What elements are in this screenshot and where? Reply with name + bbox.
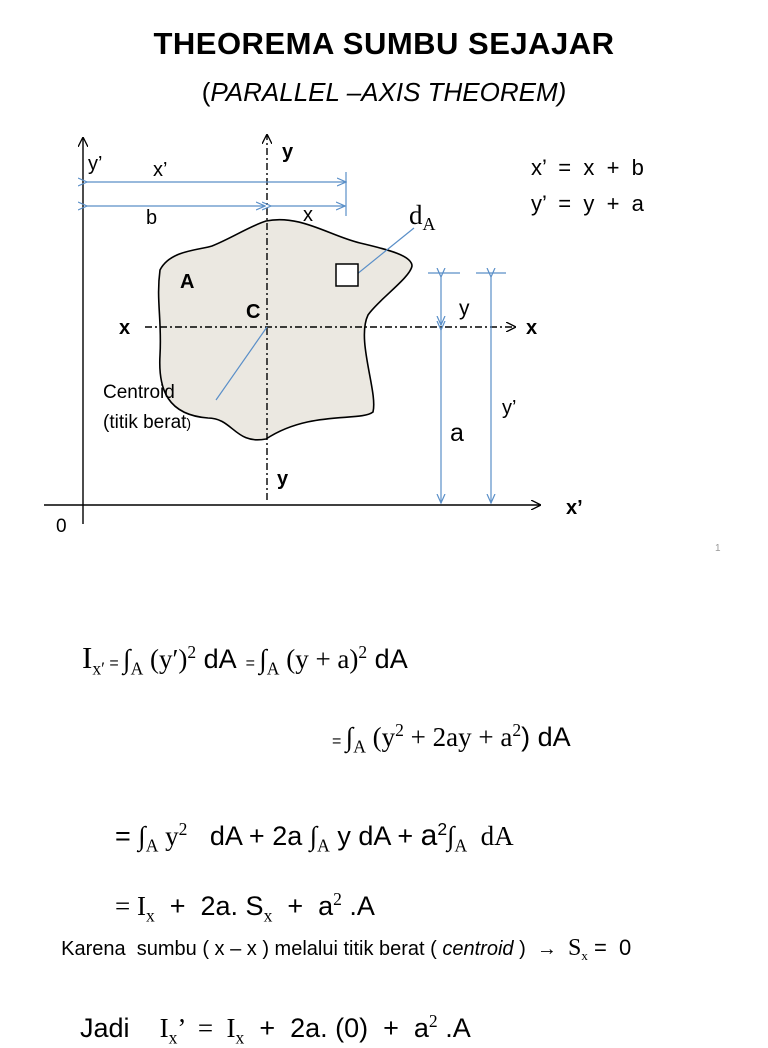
note-sx: S bbox=[567, 935, 582, 961]
a-end: .A bbox=[341, 891, 375, 921]
note-after: ) → bbox=[513, 938, 568, 960]
conclusion-end: .A bbox=[437, 1013, 471, 1043]
note-italic: centroid bbox=[442, 938, 514, 960]
term-da-3: dA bbox=[467, 821, 514, 851]
centroid-caption-line1: Centroid bbox=[103, 382, 175, 403]
subtitle-text: PARALLEL –AXIS THEOREM) bbox=[210, 77, 567, 107]
dim-b-label: b bbox=[146, 207, 158, 229]
conclusion-a-sup: 2 bbox=[428, 1011, 438, 1031]
term-y-da: y dA + bbox=[329, 821, 421, 851]
a-squared-sup: 2 bbox=[437, 819, 448, 839]
conclusion-i: I bbox=[159, 1013, 169, 1043]
a-term: + a bbox=[272, 891, 334, 921]
element-da-sub: A bbox=[422, 214, 436, 234]
term-y-prime-sup: 2 bbox=[187, 642, 197, 662]
area-label: A bbox=[180, 271, 195, 293]
dim-y-label: y bbox=[459, 297, 470, 320]
jadi-label: Jadi bbox=[80, 1013, 130, 1043]
sx-term: + 2a. S bbox=[154, 891, 264, 921]
integral-sub: A bbox=[130, 658, 144, 679]
sx-sub: x bbox=[263, 905, 273, 926]
y-axis-bottom-label: y bbox=[277, 468, 289, 490]
expand-sup1: 2 bbox=[395, 720, 404, 740]
term-da-2: dA bbox=[367, 644, 408, 674]
conclusion-prime: ’ = I bbox=[177, 1013, 236, 1043]
centroid-caption-line2 bbox=[103, 412, 191, 433]
term-y: y bbox=[158, 821, 179, 851]
integral-sub: A bbox=[145, 835, 159, 856]
element-da-label bbox=[409, 200, 436, 234]
dim-x-label: x bbox=[303, 204, 313, 226]
note-sx-sub: x bbox=[581, 948, 588, 963]
expand-open: (y bbox=[365, 722, 396, 752]
centroid-caption-close: ) bbox=[186, 415, 192, 431]
term-y-prime: (y′) bbox=[143, 644, 188, 674]
term-y-plus-a: (y + a) bbox=[279, 644, 359, 674]
ix-prime-sub: x′ bbox=[92, 658, 105, 679]
integral-sub-2: A bbox=[266, 658, 280, 679]
integral-sign-2: ∫ bbox=[309, 821, 318, 851]
ix-prime-symbol: I bbox=[82, 640, 93, 675]
y-axis-top-label: y bbox=[282, 141, 294, 163]
integral-sign: ∫ bbox=[138, 821, 146, 851]
ix-sub: x bbox=[145, 905, 155, 926]
y-prime-axis-label: y’ bbox=[88, 153, 103, 175]
element-da-d: d bbox=[409, 200, 423, 230]
derivation-line-1 bbox=[82, 640, 408, 679]
term-y-sup: 2 bbox=[178, 819, 188, 839]
derivation-line-3 bbox=[100, 788, 514, 856]
x-axis-right-label: x bbox=[526, 317, 538, 339]
term-y-plus-a-sup: 2 bbox=[358, 642, 368, 662]
element-da-square bbox=[336, 264, 358, 286]
origin-label: 0 bbox=[56, 516, 67, 537]
expand-mid: + 2ay + a bbox=[403, 722, 513, 752]
conclusion-i-sub: x bbox=[168, 1027, 178, 1048]
term-da-2a: dA + 2a bbox=[187, 821, 310, 851]
integral-sub: A bbox=[353, 736, 366, 757]
x-axis-left-label: x bbox=[119, 317, 131, 339]
area-shape bbox=[159, 220, 412, 440]
eq-sign: = bbox=[104, 655, 124, 672]
integral-sign-2: ∫ bbox=[259, 644, 267, 674]
page-title: THEOREMA SUMBU SEJAJAR bbox=[153, 26, 615, 61]
conclusion-mid: + 2a. (0) + a bbox=[244, 1013, 429, 1043]
derivation-line-2 bbox=[332, 720, 571, 757]
expand-close: ) dA bbox=[521, 722, 571, 752]
subtitle-open-paren: ( bbox=[201, 77, 211, 107]
eq-sign-2: = bbox=[236, 655, 260, 672]
transform-x: x’ = x + b bbox=[531, 155, 644, 180]
eq-sign: = bbox=[332, 733, 346, 750]
centroid-note bbox=[50, 912, 631, 964]
conclusion-ix-sub: x bbox=[235, 1027, 245, 1048]
a-sup: 2 bbox=[333, 889, 342, 909]
dim-y-prime-label: y’ bbox=[502, 397, 517, 419]
note-end: = 0 bbox=[587, 935, 632, 960]
note-before: Karena sumbu ( x – x ) melalui titik berat ( bbox=[61, 938, 443, 960]
centroid-point-label: C bbox=[246, 301, 261, 323]
x-prime-axis-label: x’ bbox=[566, 497, 583, 519]
conclusion-line bbox=[65, 980, 471, 1048]
dim-a-label: a bbox=[450, 419, 464, 447]
integral-sign-3: ∫ bbox=[447, 821, 455, 851]
expand-sup2: 2 bbox=[512, 720, 522, 740]
integral-sign: ∫ bbox=[123, 644, 131, 674]
integral-sign: ∫ bbox=[345, 722, 354, 752]
centroid-caption-text: (titik berat bbox=[103, 412, 187, 433]
page-number: 1 bbox=[715, 543, 721, 554]
eq-sign: = bbox=[115, 821, 139, 851]
ix-term: = I bbox=[115, 891, 146, 921]
transform-y: y’ = y + a bbox=[531, 191, 644, 216]
dim-x-prime-label: x’ bbox=[153, 159, 168, 181]
term-da: dA bbox=[196, 644, 237, 674]
a-squared: a bbox=[420, 819, 438, 852]
integral-sub-2: A bbox=[317, 835, 330, 856]
integral-sub-3: A bbox=[454, 835, 468, 856]
